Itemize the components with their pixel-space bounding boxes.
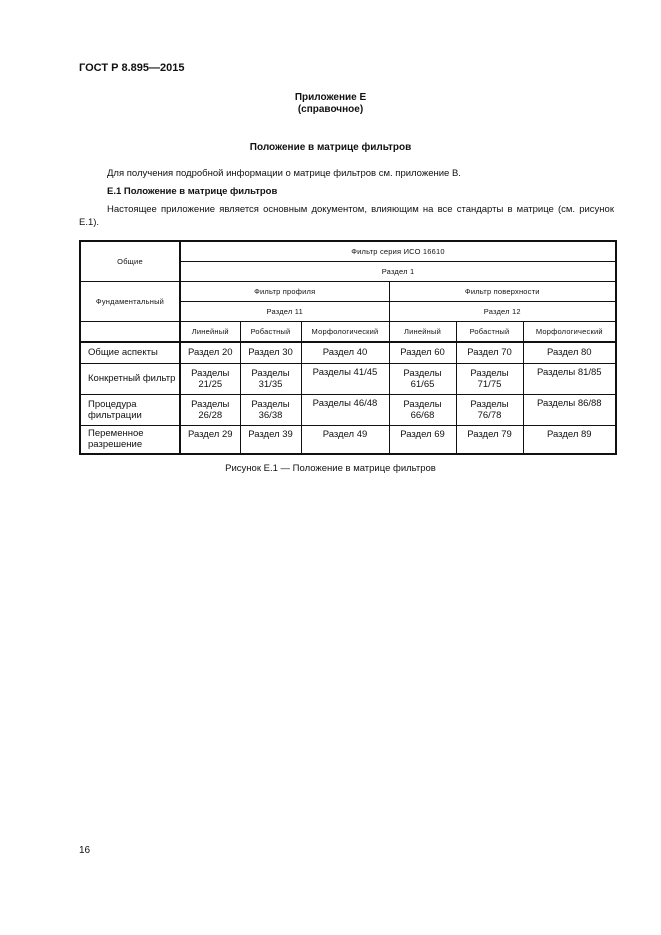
column-type-header: Линейный — [180, 322, 240, 343]
filter-matrix-table — [79, 240, 617, 455]
table-cell: Раздел 60 — [389, 342, 456, 363]
series-header: Фильтр серия ИСО 16610 — [180, 241, 616, 262]
column-type-header: Робастный — [240, 322, 301, 343]
table-cell: Раздел 39 — [240, 425, 301, 454]
row-label: Процедура фильтрации — [80, 394, 180, 425]
document-code: ГОСТ Р 8.895—2015 — [79, 62, 185, 74]
table-cell: Раздел 49 — [301, 425, 389, 454]
table-row — [80, 342, 616, 363]
annex-subtitle: (справочное) — [297, 104, 364, 115]
general-label: Общие — [80, 241, 180, 282]
surface-filter-header: Фильтр поверхности — [389, 282, 616, 302]
table-cell: Разделы 41/45 — [301, 363, 389, 394]
column-type-header: Робастный — [456, 322, 523, 343]
table-cell: Разделы 31/35 — [240, 363, 301, 394]
table-cell: Разделы 66/68 — [389, 394, 456, 425]
page-title: Положение в матрице фильтров — [249, 142, 412, 153]
table-cell: Раздел 89 — [523, 425, 616, 454]
section11-header: Раздел 11 — [180, 302, 389, 322]
column-type-header: Морфологический — [301, 322, 389, 343]
row-label: Конкретный фильтр — [80, 363, 180, 394]
section-heading: Е.1 Положение в матрице фильтров — [107, 186, 278, 197]
table-cell: Разделы 21/25 — [180, 363, 240, 394]
table-cell: Разделы 76/78 — [456, 394, 523, 425]
section12-header: Раздел 12 — [389, 302, 616, 322]
table-cell: Разделы 86/88 — [523, 394, 616, 425]
row-label: Общие аспекты — [80, 342, 180, 363]
empty-corner-cell — [80, 322, 180, 343]
table-cell: Раздел 70 — [456, 342, 523, 363]
table-cell: Разделы 71/75 — [456, 363, 523, 394]
table-cell: Разделы 61/65 — [389, 363, 456, 394]
table-row — [80, 363, 616, 394]
table-row — [80, 425, 616, 454]
table-cell: Раздел 79 — [456, 425, 523, 454]
table-cell: Раздел 80 — [523, 342, 616, 363]
table-row — [80, 394, 616, 425]
annex-title: Приложение Е — [294, 92, 367, 103]
table-cell: Разделы 81/85 — [523, 363, 616, 394]
table-cell: Раздел 69 — [389, 425, 456, 454]
annex-heading — [0, 92, 661, 116]
profile-filter-header: Фильтр профиля — [180, 282, 389, 302]
table-cell: Разделы 46/48 — [301, 394, 389, 425]
body-paragraph: Настоящее приложение является основным документом, влияющим на все стандарты в матрице (см. рисунок Е.1). — [79, 204, 614, 228]
table-cell: Раздел 30 — [240, 342, 301, 363]
table-cell: Раздел 20 — [180, 342, 240, 363]
column-type-header: Морфологический — [523, 322, 616, 343]
intro-paragraph: Для получения подробной информации о матрице фильтров см. приложение В. — [107, 168, 461, 179]
table-cell: Раздел 40 — [301, 342, 389, 363]
table-cell: Раздел 29 — [180, 425, 240, 454]
page-number: 16 — [79, 845, 91, 856]
figure-caption: Рисунок Е.1 — Положение в матрице фильтров — [225, 463, 436, 474]
row-label: Переменное разрешение — [80, 425, 180, 454]
fundamental-label: Фундаментальный — [80, 282, 180, 322]
section1-header: Раздел 1 — [180, 262, 616, 282]
table-cell: Разделы 36/38 — [240, 394, 301, 425]
table-cell: Разделы 26/28 — [180, 394, 240, 425]
column-type-header: Линейный — [389, 322, 456, 343]
